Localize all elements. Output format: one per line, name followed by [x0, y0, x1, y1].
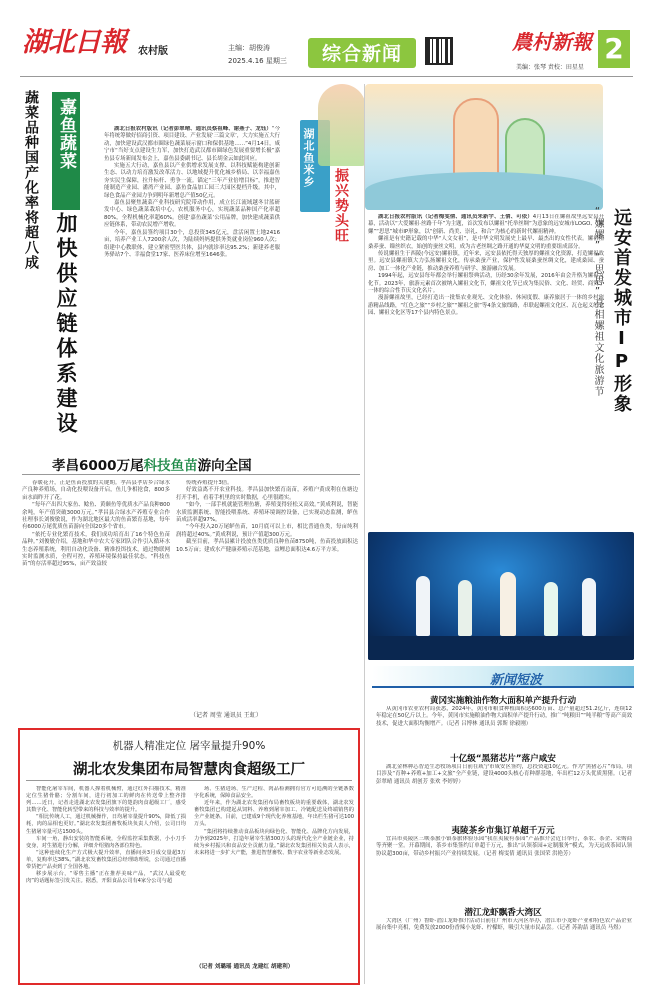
banner-sub: 湖北鱼米乡: [302, 128, 315, 188]
article-subhead: “嫘嫘”“思思”亮相嫘祖文化旅游节: [592, 206, 603, 397]
paragraph: 4月13日在嫘祖故里远安县开幕，活动以“大爱嫘祖·丝路千年”为主题，首次发布以嫘祖“托举丝绸”为意象的远安城市LOGO、“嫘嫘”“思思”城市IP形象，以“创新、尚美、崇礼、和合”为核心的新时代嫘祖精神。: [368, 214, 604, 235]
dancer: [544, 582, 558, 636]
brief-byline: （记者 吕博林 通讯员 郭斯 徐毅刚）: [446, 720, 532, 727]
paragraph: 智能化屠宰车间，机器人撑着机械臂，通过红外扫描技术，精准定位生猪骨骼；分割车间，进行初加工的鲜肉在传送带上整齐排列……近日，记者走进湖北农发集团旗下的楚韵肉食超级工厂，感受其数字化、智能化转型带来的科技与效率的提升。: [26, 786, 186, 814]
dancer: [500, 572, 516, 636]
paragraph: “集团将持续推动食品板块向绿色化、智能化、品牌化方向发展，力争到2025年，打造年屠宰生猪300万头的现代化全产业链企业，持续为乡村振兴和食品安全贡献力量。”湖北农发集团相关负责人表示，未来将进一步扩大产能，推进智慧畜牧、数字农业等新业态发展。: [194, 828, 354, 856]
dancer: [582, 578, 596, 636]
divider: [26, 780, 352, 781]
dancer: [416, 576, 430, 636]
masthead: [0, 0, 653, 82]
paragraph: 场、生猪进场、生产过程、肉品检测拥有官方可追溯的全链条数字化系统，保障食品安全。: [194, 786, 354, 800]
article-headline: 加快供应链体系建设: [54, 212, 78, 437]
paragraph: 1994年起，远安县每年都会举行嫘祖祭典活动，历经30余年发展，2016年由会升格为嫘祖文化节。2023年，旅游元素首次被纳入嫘祖文化节，嫘祖文化节已成为集民俗、文化、经贸、商贸于一体的综合性节庆文化名片。: [368, 273, 604, 295]
brand-logo: 農村新報: [512, 30, 592, 54]
brief-body: [376, 836, 632, 902]
article-column: [22, 480, 170, 718]
paragraph: “每年产出四大家鱼、鲶鱼、黄颡鱼等优质水产品良种800余吨，年产值突破3000万元。”孝昌县合绿水产养殖专业合作社理事长刘俊敏说，作为湖北地区最大的鱼苗繁育基地，每年有6000万尾优质鱼苗游向全国20多个省市。: [22, 502, 170, 531]
headline-part: 孝昌6000万尾: [52, 458, 144, 474]
dateline: 湖北日报农村版讯（记者梅雯倩、通讯员朱新宇、王倩、可依）: [378, 214, 533, 220]
byline: （记者 刘璐瑶 通讯员 龙建红 胡建利）: [196, 964, 294, 970]
paragraph: 移步展示台，“零售主播”正在推荐美味产品，“武汉人最爱吃肉”的话题标签引发关注。据悉，开阳食品公司有4家分公司与超: [26, 871, 186, 885]
banner-illustration: [318, 84, 366, 166]
stage-photo: [368, 532, 634, 660]
paragraph: “依托专业化繁育技术，我们成功培育出了16个特色鱼苗品种。”刘俊敏介绍，基地和华中农大专家团队合作引入循环水生态养殖系统，利用自动化设备、精准投饵技术，通过物联网实时监测水质，全程可控，养殖环境保持最佳状态。“科技鱼苗”的存活率超过95%，亩产效益较: [22, 531, 170, 568]
paragraph: “相比传统人工，通过机械操作，日均屠宰量提升90%，降低了损耗，肉的品相也更好。”湖北农发集团畜牧板块负责人介绍，公司日均生猪屠宰量可达1500头。: [26, 814, 186, 835]
headline-part: 游向全国: [197, 458, 252, 474]
paragraph: 截至目前，孝昌县累计投放鱼类优质良种鱼苗8750吨，鱼苗投放面积达10.5万亩；建成水产健康养殖示范基地，益鲤总面积达4.6万平方米。: [176, 539, 358, 553]
headline-highlight: 科技鱼苗: [143, 458, 198, 474]
paragraph: “今年将统筹做好招商引资、项目建设、产业发展‘三篇文章’，大力实施五大行动，加快建设武汉都市圈绿色蔬菜展示窗口和保供基地……”4月14日，咸宁市“当好支点建设生力军，加快打造武汉都市圈绿色发展重要增长极”嘉鱼县专场新闻发布会上，嘉鱼县委副书记、县长胡金云如此回应。: [104, 126, 280, 162]
dateline: 湖北日报农村版讯（记者彭翠晴、通讯员蔡祖峰、谢燕子、龙钰）: [114, 126, 272, 132]
brief-text: 湖北金林种芯智造生态牧场项目日前在咸宁市咸安区签约，总投资超10亿元。作为“黑猪芯片”布局，项目涉及“育种+养殖+加工+文旅”全产业链，建设4000头核心育种群基地，年出栏12万头优质黑猪。: [376, 764, 632, 778]
article-kicker: 机器人精准定位 屠宰量提升90%: [112, 740, 266, 752]
paragraph: 嘉鱼县聚焦蔬菜产业科技研究院带动作用，成立长江流域越冬甘蓝研发中心、绿色蔬菜栽培中心，农机服务中心，实现蔬菜品种国产化率超80%，全程机械化率超60%。创建‘嘉鱼蔬菜’公用品牌，加快建成蔬菜供应链体系，带动农民增产增收。: [104, 200, 280, 229]
paragraph: 近年来，作为湖北农发集团布局畜牧板块的重要载体，湖北农发畜牧集团已构建起从饲料、养殖到屠宰加工、冷链配送及终端销售的全产业链条。目前，已建成9个现代化养殖基地，年出栏生猪可达100万头。: [194, 800, 354, 828]
divider: [22, 474, 360, 475]
brief-byline: （记者 梅雯倩 通讯员 张国荣 洪艳芳）: [483, 850, 574, 857]
editor-credit: 主编：胡俊涛: [228, 44, 270, 52]
paragraph: 车间一角，静出安装的智能系统，全程监控采集数据，小小刀手变身，对生猪进行分解，详细介绍猪肉各部位特色。: [26, 835, 186, 849]
paragraph: 今年，嘉鱼县签约项目30个，总投资345亿元，盘活闲置土地2416亩，培养产业工人7200余人次，为陆续妈妈提供务类就业岗位960人次；组建中心教联体，建立紧密型医共体，县内就诊率达95.2%；新建养老服务驿站7个、幸福食堂17家、医养床位增至1646张。: [104, 229, 280, 258]
paragraph: 实施五大行动，嘉鱼县以产业供增求发展支撑、以科技赋能构建创新生态、以动力培育激发改革活力、以地域提升优化城乡格局、以幸福嘉鱼夯实民生保障，拉升标杆、勇争一流。锚定“三年产业倍增目标”，推进智能制造产业园、潘湾产业园、嘉鱼食品加工园三大园区提档升级。其中，绿色食品产业园力争到明年新增总产值50亿元。: [104, 163, 280, 199]
banner-title: 振兴势头旺: [333, 168, 349, 243]
brief-title: 夷陵茶乡市集订单超千万元: [451, 826, 555, 836]
paragraph: 嫘祖是有史籍记载的中华“人文女祖”，是中华文明发展史上最早、最杰出的女性代表。嫘祖植桑养蚕、缫丝织衣，始创的蚕丝文明，成为古老丝绸之路开通的华夏文明的重要组成部分。: [368, 236, 604, 250]
date-line: 2025.4.16 星期三: [228, 57, 287, 65]
article-column: [176, 480, 358, 708]
section-title: 综合新闻: [321, 43, 402, 65]
dancer: [458, 580, 472, 636]
article-headline: [52, 454, 352, 474]
paragraph: “今年投入20万尾鲈鱼苗，10月底可以上市，相比普通鱼类，每亩纯利润将超过40%。”黄成利说，预计产值超300万元。: [176, 524, 358, 538]
mountain: [365, 172, 603, 210]
byline: （记者 周莹 通讯员 王虹）: [190, 712, 262, 719]
paragraph: 好效益离不开农业科技。孝昌县加快繁育南苗，养殖户黄成利在鱼塘边打开手机，看着手机里的实时数据，心里很踏实。: [176, 487, 358, 501]
side-title: 蔬菜品种国产化率将超八成: [23, 90, 39, 270]
paragraph: 春暖花开，正是鱼苗投放的关键期。孝昌县孝店乡合绿水产良种养殖场，自动化投喂设备开启，鱼儿争相抢食，800多亩水面昨开了花。: [22, 480, 170, 501]
illustration: [365, 84, 603, 210]
header-rule: [20, 76, 633, 77]
article-column: [194, 786, 354, 960]
edition-label: 农村版: [138, 46, 168, 57]
article-headline: 远安首发城市IP形象: [611, 208, 632, 414]
stage-floor: [368, 636, 634, 660]
brief-body: [376, 764, 632, 822]
brief-title: 潜江龙虾飘香大湾区: [464, 908, 542, 918]
paragraph: “如今，一部手机就能管理鱼塘，养殖变得轻松又高效。”黄成利说，智能水质监测系统、智能投喂系统、养殖环境调控设备，已实现动态监测，鲈鱼苗成活率超97%。: [176, 502, 358, 524]
brief-title: 十亿级“黑猪芯片”落户咸安: [450, 754, 556, 764]
article-body: [368, 214, 604, 530]
brief-text: 从黄冈市农业农村局获悉，2024年，黄冈市粮食种植面积达600万亩、总产量超过51.2亿斤，连续12年稳定在50亿斤以上。今年，黄冈市实施粮油作物大面积单产提升行动，推广“吨粮田”“吨半粮”等高产高效技术，促进大面积均衡增产。: [376, 706, 632, 727]
briefs-title: 新闻短波: [490, 673, 543, 688]
brief-text: 宜昌市夷陵区三峡茶旅小镇茶旅体验乐园“我在夷陵有茶园”产品推介会近日举行，茶农、茶企、采购商等齐聚一堂。开幕期间，茶乡市集签约订单超千万元，推出“认领茶园+定制服务”模式，为天远成茶园认领协议超300亩，带动乡村振兴产业持续发展。: [376, 836, 632, 857]
brief-byline: （记者 苏韵喆 通讯员 马煜）: [556, 925, 624, 932]
credits: 美编：张琴 责校：田星星: [516, 64, 584, 71]
brief-byline: （记者 彭翠晴 通讯员 胡创芳 张欢 李婷婷）: [376, 771, 632, 785]
article-column: [26, 786, 186, 978]
article-headline: 湖北农发集团布局智慧肉食超级工厂: [73, 762, 305, 778]
paragraph: “这种连续化生产方式极大提升效率，直播间卖3月成交量超3万单，复购率达38%。”湖北农发畜牧集团总经理助理说，公司通过直播带货把产品卖到了全国各地。: [26, 849, 186, 871]
kicker: 嘉鱼蔬菜: [56, 98, 76, 170]
brief-text: 大湾区（广州）鲁虾·潜江龙虾推介活动日前在广州市天河区举办，潜江市小龙虾产业和特色农产品企业展台集中亮相，免费发放2000份香辣小龙虾、柠檬虾，吸引大量市民品尝。: [376, 918, 632, 932]
page-number: 2: [604, 32, 624, 65]
qr-code-icon: [425, 37, 453, 65]
brief-body: [376, 706, 632, 750]
article-body: [104, 126, 280, 384]
paragraph: 漫游嫘祖故里，已经打造出一批集农业观光、文化体验、休闲度假、康养旅居于一体的乡村旅游精品线路，“红色之旅”“乡村之旅”“嫘祖之旅”等4条文旅线路，串联起嫘祖文化区、瓦仓起义纪念园、嫘祖文化区等17个县内特色景点。: [368, 295, 604, 317]
paragraph: 传统养殖提升3倍。: [186, 480, 233, 486]
brief-body: [376, 918, 632, 984]
column-divider: [364, 84, 365, 984]
paragraph: 传说嫘祖生于西陵(今远安)嫘祖镇，近年来，远安县依托得天独厚的嫘祖文化资源，打造嫘祖故里。远安县嫘祖镇大力弘扬嫘祖文化，传承桑蚕产业，保护性发展桑蚕丝绸文化，建成桑园、蚕房、加工一体化产业链，推动桑蚕养殖与研学、旅游融合发展。: [368, 251, 604, 272]
newspaper-logo: 湖北日報: [22, 27, 126, 58]
brief-title: 黄冈实施粮油作物大面积单产提升行动: [429, 696, 577, 706]
